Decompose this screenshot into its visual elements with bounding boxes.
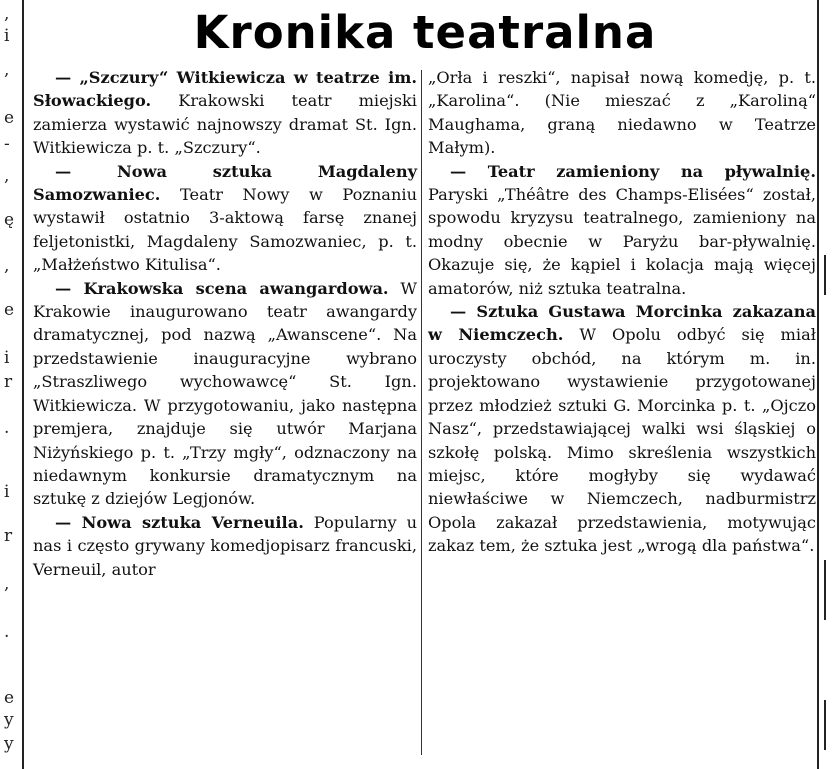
article-paragraph: [33, 511, 417, 581]
article-paragraph: [428, 300, 816, 557]
article-heading: — Sztuka Gustawa Morcinka zakazana w Niemczech.: [428, 302, 816, 345]
article-heading: — Teatr zamieniony na pływalnię.: [450, 161, 816, 181]
section-headline: Kronika teatralna: [193, 6, 657, 59]
left-column-edge: [0, 0, 24, 769]
edge-mark: ,: [4, 166, 10, 186]
edge-rule-mark: [824, 255, 826, 295]
right-column-edge: [817, 0, 833, 769]
article-heading: — Nowa sztuka Verneuila.: [55, 512, 304, 532]
article-paragraph: [33, 277, 417, 511]
edge-mark: e: [4, 688, 15, 708]
edge-mark: ,: [4, 4, 10, 24]
article-body: Popularny u nas i często grywany komedjopisarz francuski, Verneuil, autor: [33, 512, 418, 579]
article-heading: — Krakowska scena awangardowa.: [55, 278, 389, 298]
edge-mark: ,: [4, 256, 10, 276]
article-body: W Krakowie inaugurowano teatr awangardy dramatycznej, pod nazwą „Awanscene“. Na przedstawienie inauguracyjne wybrano „Straszliwego wychowawcę“ St. Ign. Witkiewicza. W przygotowaniu, jako następna premjera, znajduje się utwór Marjana Niżyńskiego p. t. „Trzy mgły“, odznaczony na niedawnym konkursie dramatycznym na sztukę z dziejów Legjonów.: [33, 278, 417, 509]
article-body: Krakowski teatr miejski zamierza wystawić najnowszy dramat St. Ign. Witkiewicza p. t. „Szczury“.: [33, 91, 417, 158]
edge-rule-mark: [824, 560, 826, 620]
column-divider: [421, 70, 422, 755]
edge-mark: e: [4, 108, 15, 128]
edge-mark: i: [4, 348, 10, 368]
edge-mark: ,: [4, 574, 10, 594]
edge-mark: r: [4, 526, 13, 546]
edge-mark: .: [4, 622, 10, 642]
edge-mark: e: [4, 300, 15, 320]
edge-mark: r: [4, 372, 13, 392]
edge-mark: y: [4, 734, 14, 754]
left-text-column: [33, 66, 417, 581]
article-body: W Opolu odbyć się miał uroczysty obchód, na którym m. in. projektowano wystawienie przygotowanej przez młodzież sztuki G. Morcinka p. t. „Ojczo Nasz“, przedstawiającej walki wsi śląskiej o szkołę polską. Mimo skreślenia wszystkich miejsc, które mogłyby się wydawać niewłaściwe w Niemczech, nadburmistrz Opola zakazał przedstawienia, motywując zakaz tem, że sztuka jest „wrogą dla państwa“.: [428, 325, 816, 556]
edge-mark: ę: [4, 210, 15, 230]
article-continuation: „Orła i reszki“, napisał nową komedję, p. t. „Karolina“. (Nie mieszać z „Karoliną“ Maughama, graną niedawno w Teatrze Małym).: [428, 68, 816, 158]
right-text-column: [428, 66, 816, 558]
article-body: Paryski „Théâtre des Champs-Elisées“ został, spowodu kryzysu teatralnego, zamieniony na modny obecnie w Paryżu bar-pływalnię. Okazuje się, że kąpiel i kolacja mają więcej amatorów, niż sztuka teatralna.: [428, 185, 816, 298]
article-heading: — „Szczury“ Witkiewicza w teatrze im. Słowackiego.: [33, 68, 417, 111]
edge-mark: -: [4, 134, 10, 154]
article-paragraph: [33, 160, 417, 277]
article-paragraph: [33, 66, 417, 160]
article-heading: — Nowa sztuka Magdaleny Samozwaniec.: [33, 161, 417, 205]
edge-mark: y: [4, 710, 14, 730]
edge-mark: i: [4, 26, 10, 46]
edge-rule-mark: [824, 700, 826, 750]
edge-mark: i: [4, 482, 10, 502]
edge-mark: ,: [4, 60, 10, 80]
edge-mark: .: [4, 418, 10, 438]
article-body: Teatr Nowy w Poznaniu wystawił ostatnio 3-aktową farsę znanej feljetonistki, Magdaleny Samozwaniec, p. t. „Małżeństwo Kitulisa“.: [33, 185, 417, 275]
article-paragraph: [428, 160, 816, 300]
